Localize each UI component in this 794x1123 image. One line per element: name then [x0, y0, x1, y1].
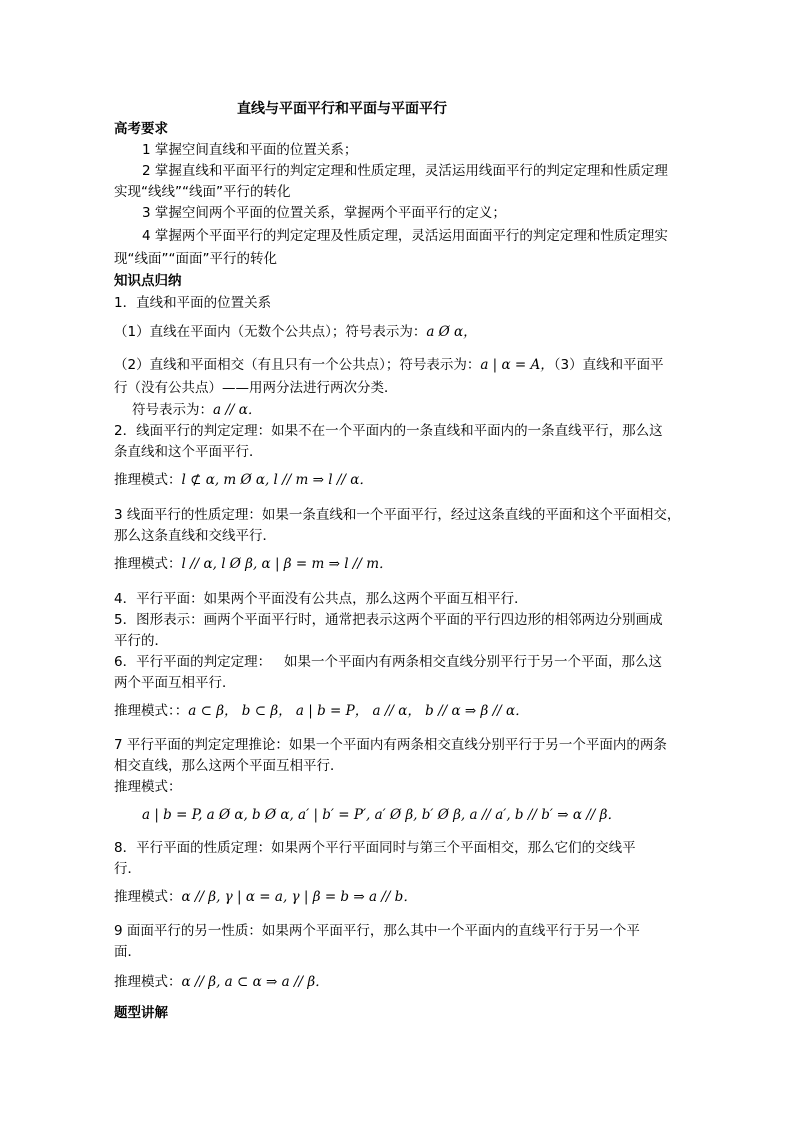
item-9-mode-formula: α // β, a ⊂ α ⇒ a // β．	[181, 974, 329, 990]
item-4: 4．平行平面：如果两个平面没有公共点，那么这两个平面互相平行．	[114, 591, 528, 607]
item-3-mode-label: 推理模式：	[114, 556, 182, 572]
item-2-mode-label: 推理模式：	[114, 472, 182, 488]
item-6-mode-formula: a ⊂ β， b ⊂ β， a | b = P， a // α， b // α ⇒ β // α．	[188, 703, 529, 719]
item-7-line-1: 7 平行平面的判定定理推论：如果一个平面内有两条相交直线分别平行于另一个平面内的两条	[114, 737, 667, 753]
section-heading-knowledge: 知识点归纳	[114, 273, 182, 289]
item-1-d-formula: a // α．	[213, 402, 262, 418]
requirement-2: 2 掌握直线和平面平行的判定定理和性质定理，灵活运用线面平行的判定定理和性质定理	[142, 163, 668, 179]
page-title: 直线与平面平行和平面与平面平行	[237, 101, 447, 117]
requirement-4: 4 掌握两个平面平行的判定定理及性质定理，灵活运用面面平行的判定定理和性质定理实	[142, 228, 668, 244]
section-heading-examples: 题型讲解	[114, 1005, 168, 1021]
item-8-line-1: 8．平行平面的性质定理：如果两个平行平面同时与第三个平面相交，那么它们的交线平	[114, 840, 636, 856]
item-1-d-text: 符号表示为：	[132, 402, 213, 418]
item-8-line-2: 行．	[114, 861, 141, 877]
item-8-mode-formula: α // β, γ | α = a, γ | β = b ⇒ a // b．	[181, 889, 417, 905]
item-2-mode	[114, 470, 684, 490]
item-6-line-2: 两个平面互相平行．	[114, 675, 236, 691]
item-5-line-1: 5．图形表示：画两个平面平行时，通常把表示这两个平面的平行四边形的相邻两边分别画成	[114, 612, 663, 628]
item-1-line-b	[114, 355, 684, 375]
item-9-line-2: 面．	[114, 944, 141, 960]
item-9-line-1: 9 面面平行的另一性质：如果两个平面平行，那么其中一个平面内的直线平行于另一个平	[114, 923, 640, 939]
item-6-line-1: 6．平行平面的判定定理： 如果一个平面内有两条相交直线分别平行于另一个平面，那么这	[114, 654, 662, 670]
item-2-mode-formula: l ⊄ α, m Ø α, l // m ⇒ l // α．	[181, 472, 373, 488]
item-7-line-2: 相交直线，那么这两个平面互相平行．	[114, 758, 344, 774]
requirement-2-cont: 实现“线线”“线面”平行的转化	[114, 184, 291, 200]
item-7-mode-formula: a | b = P, a Ø α, b Ø α, a′ | b′ = P′, a′ Ø β, b′ Ø β, a // a′, b // b′ ⇒ α // β．	[142, 807, 621, 823]
item-1-a-formula: a Ø α，	[426, 324, 477, 340]
item-1-heading: 1．直线和平面的位置关系	[114, 295, 272, 311]
item-1-b-text: （2）直线和平面相交（有且只有一个公共点）；符号表示为：	[114, 357, 481, 373]
item-8-mode-label: 推理模式：	[114, 889, 182, 905]
item-6-mode	[114, 701, 684, 721]
item-3-line-1: 3 线面平行的性质定理：如果一条直线和一个平面平行，经过这条直线的平面和这个平面相交，	[114, 507, 681, 523]
item-5-line-2: 平行的．	[114, 633, 168, 649]
item-1-line-c: 行（没有公共点）——用两分法进行两次分类．	[114, 380, 398, 396]
requirement-4-cont: 现“线面”“面面”平行的转化	[114, 251, 277, 267]
item-1-b-formula: a | α = A，	[480, 357, 554, 373]
item-1-line-d	[132, 400, 702, 420]
item-8-mode	[114, 887, 684, 907]
item-3-line-2: 那么这条直线和交线平行．	[114, 528, 276, 544]
item-6-mode-label: 推理模式：：	[114, 703, 189, 719]
item-2-line-1: 2．线面平行的判定定理：如果不在一个平面内的一条直线和平面内的一条直线平行，那么这	[114, 423, 663, 439]
item-9-mode-label: 推理模式：	[114, 974, 182, 990]
item-1-line-a	[114, 322, 684, 342]
requirement-1: 1 掌握空间直线和平面的位置关系；	[142, 142, 358, 158]
item-9-mode	[114, 972, 684, 992]
item-1-b-text2: （3）直线和平面平	[553, 357, 664, 373]
item-2-line-2: 条直线和这个平面平行．	[114, 444, 263, 460]
section-heading-requirements: 高考要求	[114, 121, 168, 137]
item-7-mode-label: 推理模式：	[114, 779, 182, 795]
item-3-mode-formula: l // α, l Ø β, α | β = m ⇒ l // m．	[181, 556, 393, 572]
item-3-mode	[114, 554, 684, 574]
item-1-a-text: （1）直线在平面内（无数个公共点）；符号表示为：	[114, 324, 427, 340]
requirement-3: 3 掌握空间两个平面的位置关系，掌握两个平面平行的定义；	[142, 205, 506, 221]
